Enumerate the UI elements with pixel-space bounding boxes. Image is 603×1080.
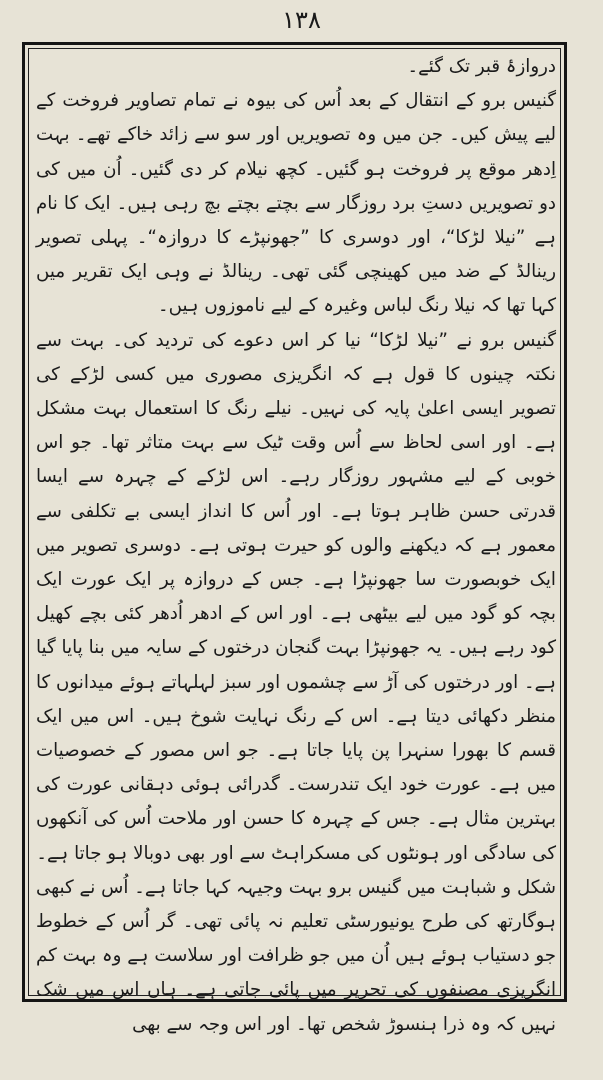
paragraph: گنیس برو کے انتقال کے بعد اُس کی بیوہ نے تمام تصاویر فروخت کے لیے پیش کیں۔ جن میں وہ تصویریں اور سو سے زائد خاکے تھے۔ بہت اِدھر موقع پر فروخت ہو گئیں۔ کچھ نیلام کر دی گئیں۔ اُن میں کی دو تصویریں دستِ برد روزگار سے بچتے بچتے بچ رہی ہیں۔ ایک کا نام ہے ”نیلا لڑکا“، اور دوسری کا ”جھونپڑے کا دروازہ“۔ پہلی تصویر رینالڈ کے ضد میں کھینچی گئی تھی۔ رینالڈ نے وہی ایک تقریر میں کہا تھا کہ نیلا رنگ لباس وغیرہ کے لیے ناموزوں ہیں۔ (36, 90, 556, 317)
page-number: ۱۳۸ (282, 6, 321, 34)
paragraph: شکل و شباہت میں گنیس برو بہت وجیہہ کہا جاتا ہے۔ اُس نے کبھی ہوگارتھ کی طرح یونیورسٹی تعلیم نہ پائی تھی۔ گر اُس کے خطوط جو دستیاب ہوئے ہیں اُن میں جو ظرافت اور سلاست ہے وہ بہت کم انگریزی مصنفوں کی تحریر میں پائی جاتی ہے۔ ہاں اس میں شک نہیں کہ وہ ذرا ہنسوڑ شخص تھا۔ اور اس وجہ سے بھی (36, 876, 556, 1035)
paragraph: گنیس برو نے ”نیلا لڑکا“ نیا کر اس دعوے کی تردید کی۔ بہت سے نکتہ چینوں کا قول ہے کہ انگریزی مصوری میں کسی لڑکے کی تصویر ایسی اعلیٰ پایہ کی نہیں۔ نیلے رنگ کا استعمال بہت مشکل ہے۔ اور اسی لحاظ سے اُس وقت ٹیک سے بہت متاثر تھا۔ جو اس خوبی کے لیے مشہور روزگار رہے۔ اس لڑکے کے چہرہ سے ایسا قدرتی حسن ظاہر ہوتا ہے۔ اور اُس کا انداز ایسی بے تکلفی سے معمور ہے کہ دیکھنے والوں کو حیرت ہوتی ہے۔ دوسری تصویر میں ایک خوبصورت سا جھونپڑا ہے۔ جس کے دروازہ پر ایک عورت ایک بچہ کو گود میں لیے بیٹھی ہے۔ اور اس کے ادھر اُدھر کئی بچے کھیل کود رہے ہیں۔ یہ جھونپڑا بہت گنجان درختوں کے سایہ میں بنا پایا گیا ہے۔ اور درختوں کی آڑ سے چشموں اور سبز لہلہاتے ہوئے میدانوں کا منظر دکھائی دیتا ہے۔ اس کے رنگ نہایت شوخ ہیں۔ اس میں ایک قسم کا بھورا سنہرا پن پایا جاتا ہے۔ جو اس مصور کے خصوصیات میں ہے۔ عورت خود ایک تندرست۔ گدرائی ہوئی دہقانی عورت کی بہترین مثال ہے۔ جس کے چہرہ کا حسن اور ملاحت اُس کی آنکھوں کی سادگی اور ہونٹوں کی مسکراہٹ سے اور بھی دوبالا ہو جاتا ہے۔ (36, 329, 556, 864)
paragraph: دروازۂ قبر تک گئے۔ (407, 56, 556, 77)
body-text (36, 50, 556, 1035)
